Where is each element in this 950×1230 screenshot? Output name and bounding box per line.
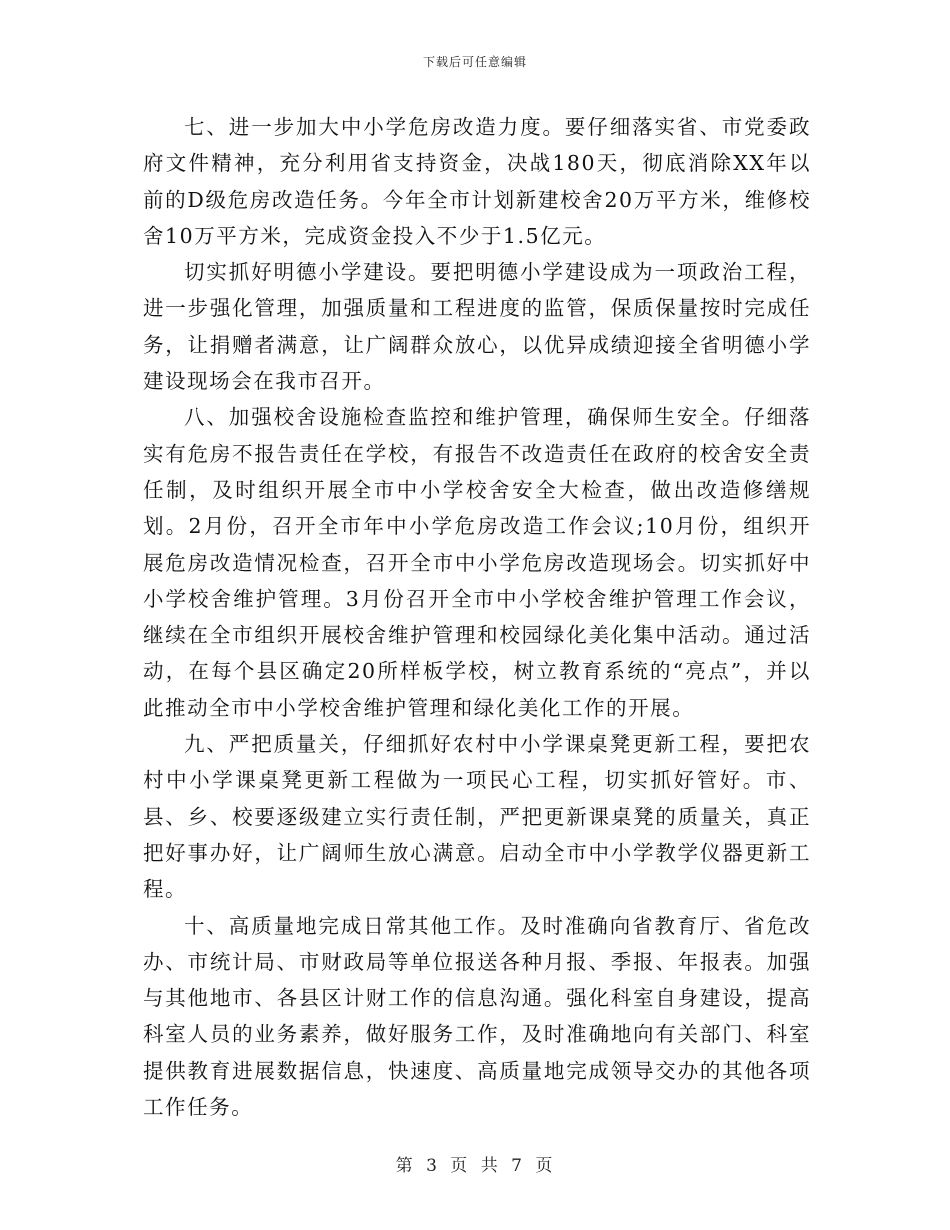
page-header-note: 下载后可任意编辑 [422,55,527,69]
paragraph-section-9: 九、严把质量关，仔细抓好农村中小学课桌凳更新工程，要把农村中小学课桌凳更新工程做为一项民心工程，切实抓好管好。市、县、乡、校要逐级建立实行责任制，严把更新课桌凳的质量关，真正把好事办好，让广阔师生放心满意。启动全市中小学教学仪器更新工程。 [143,732,811,902]
paragraph-section-7: 七、进一步加大中小学危房改造力度。要仔细落实省、市党委政府文件精神，充分利用省支持资金，决战180天，彻底消除XX年以前的D级危房改造任务。今年全市计划新建校舍20万平方米，维修校舍10万平方米，完成资金投入不少于1.5亿元。 [143,115,811,248]
paragraph-section-10: 十、高质量地完成日常其他工作。及时准确向省教育厅、省危改办、市统计局、市财政局等单位报送各种月报、季报、年报表。加强与其他地市、各县区计财工作的信息沟通。强化科室自身建设，提高科室人员的业务素养，做好服务工作，及时准确地向有关部门、科室提供教育进展数据信息，快速度、高质量地完成领导交办的其他各项工作任务。 [143,913,811,1120]
page-number-footer: 第 3 页 共 7 页 [395,1156,555,1176]
paragraph-mingde-school: 切实抓好明德小学建设。要把明德小学建设成为一项政治工程，进一步强化管理，加强质量和工程进度的监管，保质保量按时完成任务，让捐赠者满意，让广阔群众放心，以优异成绩迎接全省明德小学建设现场会在我市召开。 [143,260,811,394]
document-body [143,109,811,1125]
paragraph-section-8: 八、加强校舍设施检查监控和维护管理，确保师生安全。仔细落实有危房不报告责任在学校，有报告不改造责任在政府的校舍安全责任制，及时组织开展全市中小学校舍安全大检查，做出改造修缮规划。2月份，召开全市年中小学危房改造工作会议;10月份，组织开展危房改造情况检查，召开全市中小学危房改造现场会。切实抓好中小学校舍维护管理。3月份召开全市中小学校舍维护管理工作会议，继续在全市组织开展校舍维护管理和校园绿化美化集中活动。通过活动，在每个县区确定20所样板学校，树立教育系统的“亮点”，并以此推动全市中小学校舍维护管理和绿化美化工作的开展。 [143,405,811,720]
